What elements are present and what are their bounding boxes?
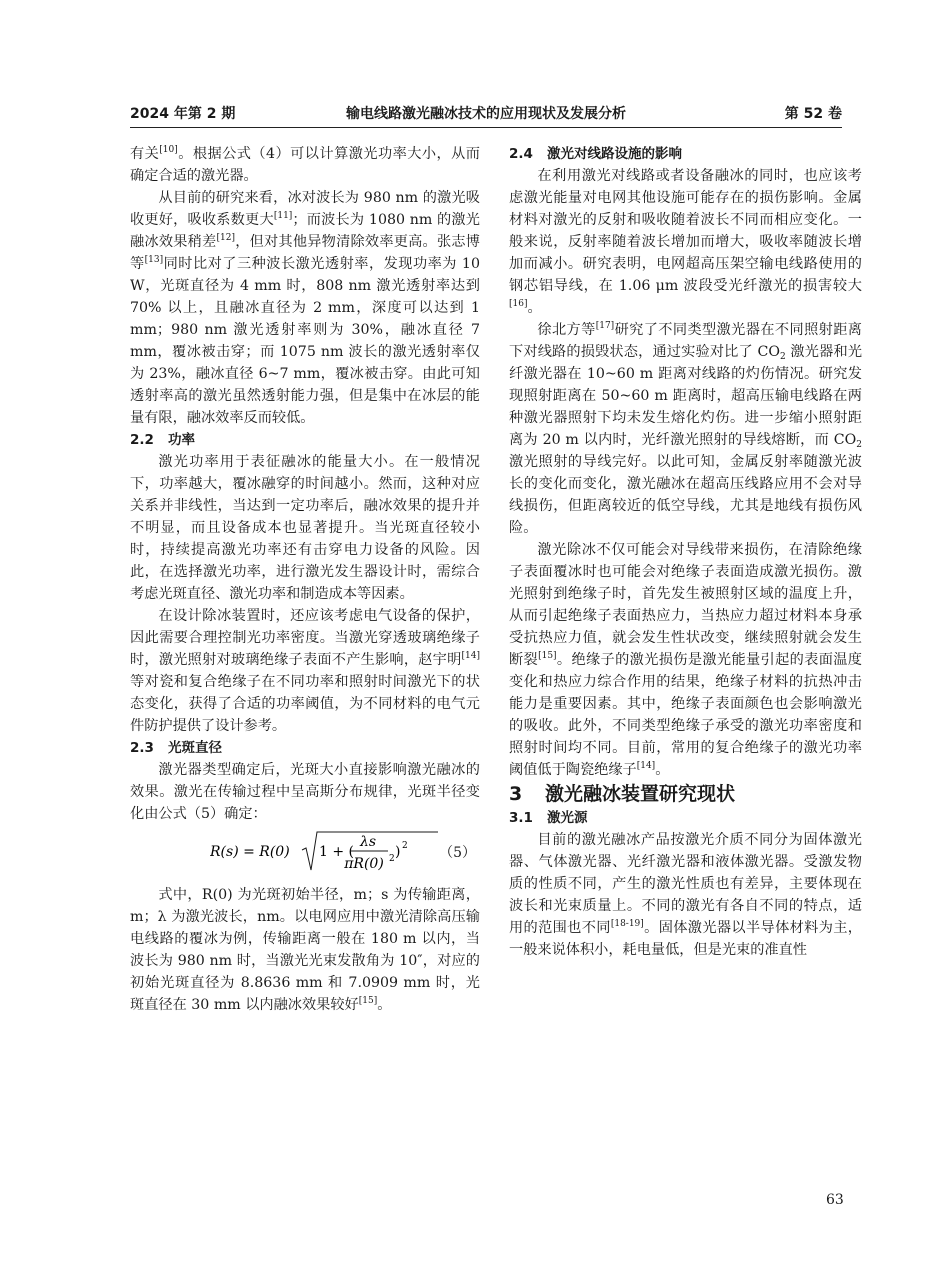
paragraph: 在设计除冰装置时，还应该考虑电气设备的保护，因此需要合理控制光功率密度。当激光穿透玻璃绝缘子时，激光照射对玻璃绝缘子表面不产生影响，赵宇明[14]等对瓷和复合绝缘子在不同功率和照射时间激光下的状态变化，获得了合适的功率阈值，为不同材料的电气元件防护提供了设计参考。 [130, 608, 480, 734]
paragraph: 激光功率用于表征融冰的能量大小。在一般情况下，功率越大，覆冰融穿的时间越小。然而，这种对应关系并非线性，当达到一定功率后，融冰效果的提升并不明显，而且设备成本也显著提升。当光斑直径较小时，持续提高激光功率还有击穿电力设备的风险。因此，在选择激光功率，进行激光发生器设计时，需综合考虑光斑直径、激光功率和制造成本等因素。 [130, 454, 480, 602]
citation[interactable]: [16] [509, 299, 528, 309]
citation[interactable]: [13] [144, 255, 164, 265]
page-number: 63 [826, 1192, 844, 1208]
section-heading-2-3: 2.3 光斑直径 [130, 740, 222, 756]
citation[interactable]: [15] [538, 651, 557, 661]
formula-denominator: πR(0) [344, 856, 384, 872]
citation[interactable]: [14] [636, 761, 656, 771]
paragraph: 式中，R(0) 为光斑初始半径，m；s 为传输距离，m；λ 为激光波长，nm。以电网应用中激光清除高压输电线路的覆冰为例，传输距离一般在 180 m 以内，当波长为 980 nm 时，当激光光束发散角为 10″，对应的初始光斑直径为 8.8636 mm 和 7.0909 mm 时，光斑直径在 30 mm 以内融冰效果较好[15]。 [130, 887, 480, 1013]
paragraph: 激光器类型确定后，光斑大小直接影响激光融冰的效果。激光在传输过程中呈高斯分布规律，光斑半径变化由公式（5）确定： [130, 762, 480, 822]
formula-numerator: λs [359, 834, 377, 850]
citation[interactable]: [11] [273, 211, 293, 221]
section-heading-3: 3 激光融冰装置研究现状 [509, 783, 736, 805]
paragraph: 激光除冰不仅可能会对导线带来损伤，在清除绝缘子表面覆冰时也可能会对绝缘子表面造成激光损伤。激光照射到绝缘子时，首先发生被照射区域的温度上升，从而引起绝缘子表面热应力，当热应力超过材料本身承受抗热应力值，就会发生性状改变，继续照射就会发生断裂[15]。绝缘子的激光损伤是激光能量引起的表面温度变化和热应力综合作用的结果，绝缘子材料的抗热冲击能力是重要因素。其中，绝缘子表面颜色也会影响激光的吸收。此外，不同类型绝缘子承受的激光功率密度和照射时间均不同。目前，常用的复合绝缘子的激光功率阈值低于陶瓷绝缘子[14]。 [509, 542, 862, 778]
paragraph: 目前的激光融冰产品按激光介质不同分为固体激光器、气体激光器、光纤激光器和液体激光器。受激发物质的性质不同，产生的激光性质也有差异，主要体现在波长和光束质量上。不同的激光有各自不同的特点，适用的范围也不同[18-19]。固体激光器以半导体材料为主，一般来说体积小，耗电量低，但是光束的准直性 [509, 832, 862, 958]
formula-close: ) [395, 844, 401, 860]
left-column [130, 143, 480, 1016]
section-heading-2-2: 2.2 功率 [130, 432, 195, 448]
formula-outer-exp: 2 [402, 841, 408, 851]
formula-5 [130, 828, 480, 878]
running-header [130, 101, 842, 128]
formula-denominator-exp: 2 [389, 854, 395, 864]
header-issue: 2024 年第 2 期 [130, 106, 236, 122]
section-heading-3-1: 3.1 激光源 [509, 810, 588, 826]
citation[interactable]: [17] [595, 321, 615, 331]
citation[interactable]: [10] [159, 145, 178, 155]
citation[interactable]: [15] [358, 996, 378, 1006]
equation-number: （5） [439, 845, 476, 861]
formula-one: 1 + ( [319, 844, 354, 860]
citation[interactable]: [18-19] [610, 919, 644, 929]
citation[interactable]: [14] [461, 651, 480, 661]
section-heading-2-4: 2.4 激光对线路设施的影响 [509, 146, 682, 162]
paragraph: 有关[10]。根据公式（4）可以计算激光功率大小，从而确定合适的激光器。 [130, 145, 480, 184]
paragraph: 从目前的研究来看，冰对波长为 980 nm 的激光吸收更好，吸收系数更大[11]；而波长为 1080 nm 的激光融冰效果稍差[12]，但对其他异物清除效率更高。张志博等[13]同时比对了三种波长激光透射率，发现功率为 10 W，光斑直径为 4 mm 时，808 nm 激光透射率达到 70% 以上，且融冰直径为 2 mm，深度可以达到 1 mm；980 nm 激光透射率则为 30%，融冰直径 7 mm，覆冰被击穿；而 1075 nm 波长的激光透射率仅为 23%，融冰直径 6~7 mm，覆冰被击穿。由此可知透射率高的激光虽然透射能力强，但是集中在冰层的能量有限，融冰效率反而较低。 [130, 190, 480, 426]
header-volume: 第 52 卷 [784, 106, 842, 122]
right-column [509, 143, 862, 961]
header-title: 输电线路激光融冰技术的应用现状及发展分析 [346, 106, 626, 122]
paragraph: 在利用激光对线路或者设备融冰的同时，也应该考虑激光能量对电网其他设施可能存在的损伤影响。金属材料对激光的反射和吸收随着波长不同而相应变化。一般来说，反射率随着波长增加而增大，吸收率随波长增加而减小。研究表明，电网超高压架空输电线路使用的钢芯铝导线，在 1.06 μm 波段受光纤激光的损害较大[16]。 [509, 168, 862, 316]
formula-lhs: R(s) = R(0) [210, 844, 290, 860]
paragraph: 徐北方等[17]研究了不同类型激光器在不同照射距离下对线路的损毁状态，通过实验对比了 $CO_2$ 激光器和光纤激光器在 10~60 m 距离对线路的灼伤情况。研究发现照射距离在 50~60 m 距离时，超高压输电线路在两种激光器照射下均未发生熔化灼伤。进一步缩小照射距离为 20 m 以内时，光纤激光照射的导线熔断，而 $CO_2$ 激光照射的导线完好。以此可知，金属反射率随激光波长的变化而变化，激光融冰在超高压线路应用不会对导线损伤，但距离较近的低空导线，尤其是地线有损伤风险。 [509, 321, 863, 536]
citation[interactable]: [12] [216, 233, 235, 243]
